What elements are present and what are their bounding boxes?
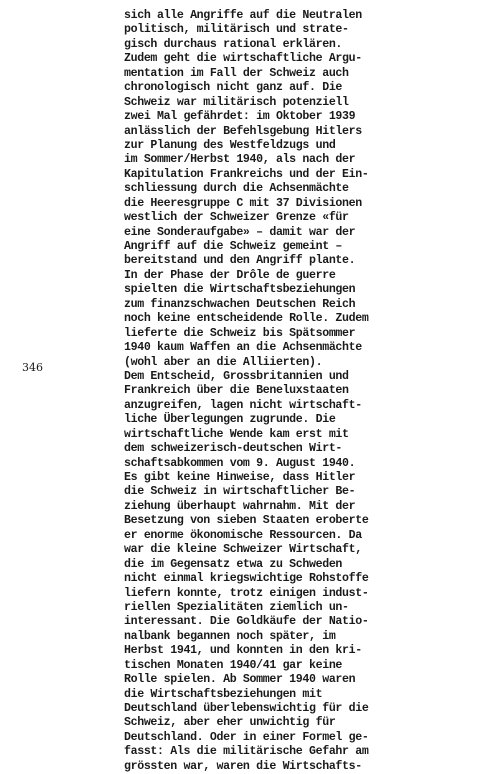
text-line: dem schweizerisch-deutschen Wirt-: [124, 442, 343, 456]
text-line: fasst: Als die militärische Gefahr am: [124, 745, 369, 759]
text-line: mentation im Fall der Schweiz auch: [124, 66, 349, 80]
text-line: noch keine entscheidende Rolle. Zudem: [124, 312, 369, 326]
text-line: Schweiz war militärisch potenziell: [124, 95, 349, 109]
text-line: schliessung durch die Achsenmächte: [124, 182, 349, 196]
text-line: riellen Spezialitäten ziemlich un-: [124, 600, 349, 614]
text-line: bereitstand und den Angriff plante.: [124, 254, 356, 268]
text-line: tischen Monaten 1940/41 gar keine: [124, 658, 343, 672]
text-line: Rolle spielen. Ab Sommer 1940 waren: [124, 673, 356, 687]
text-line: Zudem geht die wirtschaftliche Argu-: [124, 52, 362, 66]
text-line: gisch durchaus rational erklären.: [124, 37, 343, 51]
text-line: nicht einmal kriegswichtige Rohstoffe: [124, 572, 369, 586]
text-line: Dem Entscheid, Grossbritannien und: [124, 369, 349, 383]
text-line: In der Phase der Drôle de guerre: [124, 268, 336, 282]
text-line: Deutschland überlebenswichtig für die: [124, 702, 369, 715]
text-line: eine Sonderaufgabe» – damit war der: [124, 225, 356, 239]
text-line: anlässlich der Befehlsgebung Hitlers: [124, 124, 362, 138]
page-number: 346: [22, 361, 43, 374]
text-line: 1940 kaum Waffen an die Achsenmächte: [124, 341, 362, 355]
text-line: grössten war, waren die Wirtschafts-: [124, 759, 362, 773]
text-line: lieferte die Schweiz bis Spätsommer: [124, 326, 356, 340]
text-line: wirtschaftliche Wende kam erst mit: [124, 427, 349, 441]
text-line: Herbst 1941, und konnten in den kri-: [124, 644, 362, 658]
text-line: Schweiz, aber eher unwichtig für: [124, 716, 336, 730]
body-text: [124, 9, 496, 774]
text-line: Angriff auf die Schweiz gemeint –: [124, 240, 343, 253]
text-line: Es gibt keine Hinweise, dass Hitler: [124, 471, 356, 484]
text-line: im Sommer/Herbst 1940, als nach der: [124, 153, 356, 167]
text-line: die Schweiz in wirtschaftlicher Be-: [124, 485, 356, 499]
text-line: Kapitulation Frankreichs und der Ein-: [124, 167, 369, 181]
text-line: spielten die Wirtschaftsbeziehungen: [124, 283, 356, 297]
text-line: interessant. Die Goldkäufe der Natio-: [124, 615, 369, 629]
text-line: liche Überlegungen zugrunde. Die: [124, 413, 336, 427]
text-line: er enorme ökonomische Ressourcen. Da: [124, 528, 362, 542]
text-line: nalbank begannen noch später, im: [124, 629, 336, 643]
text-line: zwei Mal gefährdet: im Oktober 1939: [124, 110, 356, 124]
text-line: die im Gegensatz etwa zu Schweden: [124, 557, 343, 571]
text-line: war die kleine Schweizer Wirtschaft,: [124, 543, 362, 557]
text-line: Deutschland. Oder in einer Formel ge-: [124, 730, 369, 744]
text-line: anzugreifen, lagen nicht wirtschaft-: [124, 398, 362, 412]
text-line: liefern konnte, trotz einigen indust-: [124, 586, 369, 600]
text-line: (wohl aber an die Alliierten).: [124, 355, 323, 369]
text-line: die Wirtschaftsbeziehungen mit: [124, 687, 323, 701]
text-line: die Heeresgruppe C mit 37 Divisionen: [124, 196, 362, 210]
text-line: Frankreich über die Beneluxstaaten: [124, 384, 349, 398]
text-line: chronologisch nicht ganz auf. Die: [124, 81, 343, 95]
text-line: schaftsabkommen vom 9. August 1940.: [124, 456, 356, 470]
text-line: ziehung überhaupt wahrnahm. Mit der: [124, 499, 356, 513]
text-line: sich alle Angriffe auf die Neutralen: [124, 9, 362, 22]
text-line: westlich der Schweizer Grenze «für: [124, 211, 349, 225]
text-line: Besetzung von sieben Staaten eroberte: [124, 514, 369, 528]
text-line: zur Planung des Westfeldzugs und: [124, 138, 336, 152]
text-line: zum finanzschwachen Deutschen Reich: [124, 297, 356, 311]
text-line: politisch, militärisch und strate-: [124, 23, 349, 37]
